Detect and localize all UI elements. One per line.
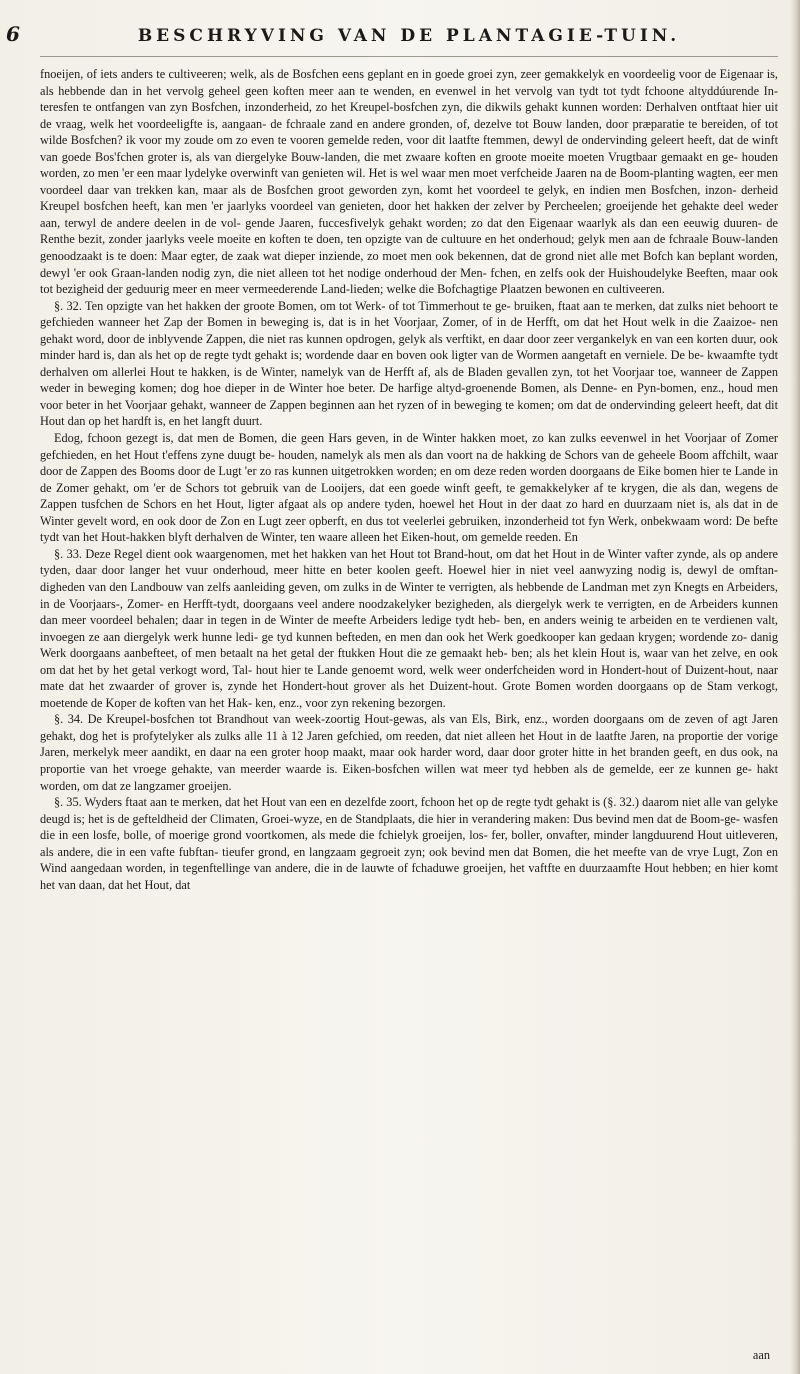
paragraph: §. 32. Ten opzigte van het hakken der groote Bomen, om tot Werk- of tot Timmerhout te ge- bruiken, ftaat aan te merken, dat zulks niet behoort te gefchieden wanneer het Zap der Bomen in beweging is, dat is in het Voorjaar, Zomer, of in de Herfft, om dat het Hout welk in die Zaaizoe- nen gehakt word, door de inblyvende Zappen, die niet ras kunnen opdrogen, gelyk als verftikt, en daar door zeer vergankelyk en van een korten duur, ook minder hard is, dan als het op de regte tydt gehakt is; wordende daar en boven ook ligter van de Wormen aangetaft en verniele. De be- kwaamfte tydt derhalven om allerlei Hout te hakken, is de Winter, namelyk van de Herfft af, als de Bladen gevallen zyn, tot het Voorjaar toe, wanneer de Zappen weder in beweging komen; dog hoe dieper in de Winter hoe beter. De harfige altyd-groenende Bomen, als Denne- en Pyn-bomen, enz., houd men voor beter in het Voorjaar gehakt, wanneer de Zappen beginnen aan het ryzen of in beweging te komen; om dat de ondervinding geleert heeft, dat dit Hout dan op het hardft is, en het langft duurt. (40, 298, 778, 429)
paragraph: §. 34. De Kreupel-bosfchen tot Brandhout van week-zoortig Hout-gewas, als van Els, Birk, enz., worden doorgaans om de zeven of agt Jaren gehakt, dog het is profytelyker als zulks alle 11 à 12 Jaren gefchied, om reeden, dat niet alleen het Hout in de laatfte Jaren, na proportie der vorige Jaren, merkelyk meer aandikt, en daar na een groter hoop maakt, maar ook harder word, daar door groter hitte in het branden geeft, en dus ook, na proportie van het vroege gehakte, van meerder waarde is. Eiken-bosfchen willen wat meer tyd hebben als de gemelde, eer ze kunnen ge- hakt worden, om dat ze langzamer groeijen. (40, 712, 778, 793)
paragraph: §. 33. Deze Regel dient ook waargenomen, met het hakken van het Hout tot Brand-hout, om dat het Hout in de Winter vafter zynde, als op andere tyden, daar door langer het vuur onderhoud, meer hitte en beter koolen geeft. Hoewel hier in niet veel aanwyzing nodig is, dewyl de omftan- digheden van den Landbouw van zelfs aanleiding geven, om zulks in de Winter te verrigten, als hebbende de Landman met zyn Knegts en Arbeiders, in de Voorjaars-, Zomer- en Herfft-tydt, doorgaans veel andere noodzakelyker bezigheden, als diergelyk werk te verrigten, en de Arbeiders kunnen dan meer voordeel behalen; daar in tegen in de Winter de meefte Arbeiders ledige tydt heb- ben, en anders weinig te arbeiden en te verdienen valt, invoegen ze aan diergelyk werk hunne ledi- ge tyd kunnen befteden, en men dan ook het Werk goedkooper kan gedaan krygen; wordende zo- danig Werk doorgaans aanbefteet, of men betaalt na het getal der ftukken Hout die ze gemaakt heb- ben; als het klein Hout is, waar van het zelve, en ook om dat het by het getal verkogt word, Tal- hout hier te Lande genoemt word, welk weer onderfcheiden word in Hondert-hout of Duizent-hout, naar mate dat het zwaarder of grover is, zynde het Hondert-hout grover als het Duizent-hout. Grote Bomen worden doorgaans op de Stam verkogt, moetende de Koper de koften van het Hak- ken, enz., voor zyn rekening bezorgen. (40, 546, 778, 710)
paragraph: Edog, fchoon gezegt is, dat men de Bomen, die geen Hars geven, in de Winter hakken moet, zo kan zulks eevenwel in het Voorjaar of Zomer gefchieden, en het Hout t'effens zyne duugt be- houden, namelyk als men als dan voort na de hakking de Schors van de geheele Boom affchilt, waar door de Zappen des Booms door de Lugt 'er zo ras kunnen uitgetrokken worden; en om deze reden worden doorgaans de Eike bomen hier te Lande in de Zomer gehakt, om 'er de Schors tot gebruik van de Looijers, dat een goede winft geeft, te gemakkelyker af te krygen, die als dan, wegens de Zappen tusfchen de Schors en het Hout, ligter afgaat als op andere tyden, hoewel het Hout in der daat zo hard en duurzaam niet is, als dat in de Winter gevelt word, en ook door de Zon en Lugt zeer opberft, en dus tot veelerlei gebruiken, inzonderheid tot fyn Werk, onbekwaam word: De befte tydt van het Hout-hakken blyft derhalven de Winter, ten waare alleen het Eiken-hout, om gemelde reeden. En (40, 431, 778, 545)
header-rule (40, 56, 778, 57)
body-text (40, 66, 778, 893)
paragraph: fnoeijen, of iets anders te cultiveeren; welk, als de Bosfchen eens geplant en in goede groei zyn, zeer gemakkelyk en voordeelig voor de Eigenaar is, als hebbende dan in het vervolg geheel geen koften meer aan te wenden, en evenwel in het vervolg van tydt tot tydt fchoone altyddúurende In- teresfen te ontfangen van zyn Bosfchen, inzonderheid, zo het Kreupel-bosfchen zyn, die dikwils gehakt kunnen worden: Derhalven ontftaat hier uit de vraag, welk het voordeeligfte is, aangaan- de fchraale zand en andere gronden, of, dezelve tot Bouw landen, door præparatie te bereiden, of tot wilde Bosfchen? ik voor my zoude om zo even te vooren gemelde reden, voor dit laatfte ftemmen, dewyl de ondervinding geleert heeft, dat de winft van goede Bos'fchen groter is, als van diergelyke Bouw-landen, die met zwaare koften en groote moeite moeten Vrugtbaar gemaakt en ge- houden worden, zo men 'er een maar lydelyke overwinft van genieten wil. Het is wel waar men moet verfcheide Jaaren na de Boom-planting wagten, eer men voordeel daar van trekken kan, maar als de Bosfchen groot geworden zyn, komt het voordeel te gelyk, en indien men Bosfchen, inzon- derheid Kreupel bosfchen heeft, kan men 'er jaarlyks voordeel van genieten, door het hakken der zelver by Percheelen; groeijende het gehakte deel weder aan, terwyl de andere deelen in de vol- gende Jaaren, fuccesfivelyk gehakt worden; zo dat den Eigenaar waarlyk als dan een eeuwig duuren- de Renthe bezit, zonder jaarlyks veele moeite en koften te doen, ten opzigte van de cultuure en het onderhoud; gelyk men aan de fchraale Bouw-landen genoodzaakt is te doen: Maar egter, de zaak wat dieper inziende, zo moet men ook bekennen, dat de grond niet alle met Bofch kan beplant worden, dewyl 'er ook Graan-landen nodig zyn, die niet alleen tot het nodige onderhoud der Men- fchen, en zelfs ook der Huishoudelyke Beeften, maar ook tot bezigheid der geduurig meer en meer vermeederende Land-lieden; welke die Bofchagtige Plaatzen bewonen en cultiveeren. (40, 67, 778, 297)
page-header (6, 22, 786, 52)
paragraph: §. 35. Wyders ftaat aan te merken, dat het Hout van een en dezelfde zoort, fchoon het op de regte tydt gehakt is (§. 32.) daarom niet alle van gelyke deugd is; het is de gefteldheid der Climaten, Groei-wyze, en de Standplaats, die hier in verandering maken: Dus bevind men dat de Boom-ge- wasfen die in een losfe, bolle, of moerige grond voortkomen, als mede die fchielyk groeijen, los- fer, boller, onvafter, minder langduurend Hout uitleveren, als andere, die in een vafte fubftan- tieufer grond, en langzaam gegroeit zyn; ook bevind men dat Bomen, die het meefte van de vrye Lugt, Zon en Wind aangedaan worden, in tegenftellinge van andere, die in de lauwte of fchaduwe groeijen, het vaftfte en duurzaamfte Hout hebben; en hier komt het van daan, dat het Hout, dat (40, 795, 778, 892)
catchword: aan (752, 1348, 770, 1362)
page-number: 6 (6, 22, 20, 46)
page-edge-shadow (790, 0, 800, 1374)
running-title: BESCHRYVING VAN DE PLANTAGIE-TUIN. (137, 26, 681, 46)
